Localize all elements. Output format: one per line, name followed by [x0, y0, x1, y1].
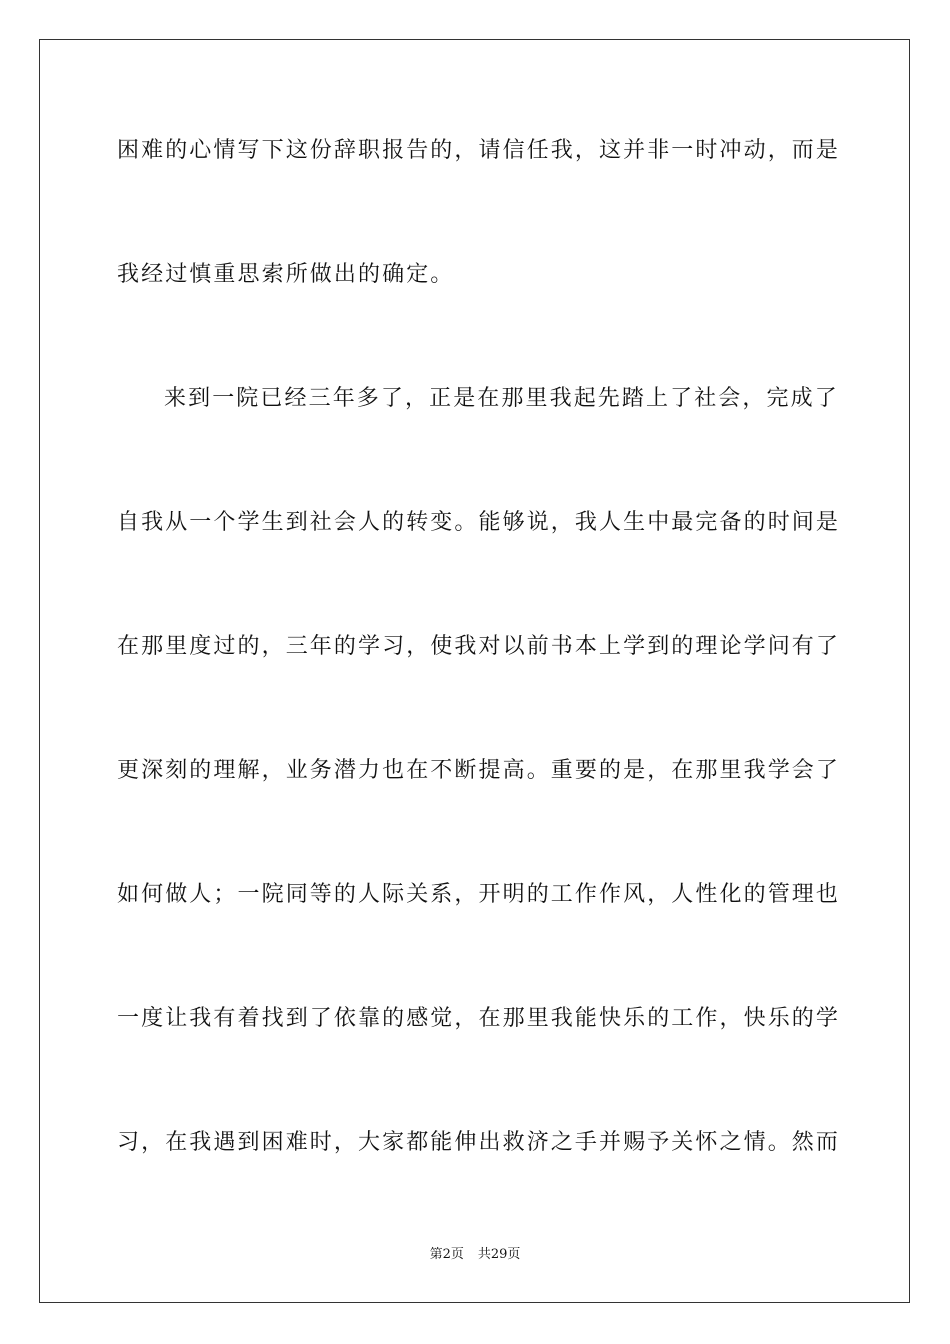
text-line: 我经过慎重思索所做出的确定。 [117, 262, 455, 287]
page-total: 共29页 [477, 1247, 521, 1262]
text-line: 在那里度过的，三年的学习，使我对以前书本上学到的理论学问有了 [117, 634, 841, 659]
page-border [39, 39, 910, 1303]
text-line: 更深刻的理解，业务潜力也在不断提高。重要的是，在那里我学会了 [117, 758, 841, 783]
text-line: 如何做人；一院同等的人际关系，开明的工作作风，人性化的管理也 [117, 882, 841, 907]
text-line: 一度让我有着找到了依靠的感觉，在那里我能快乐的工作，快乐的学 [117, 1006, 841, 1031]
paragraph-start-line: 来到一院已经三年多了，正是在那里我起先踏上了社会，完成了 [164, 386, 839, 411]
page-number: 第2页 [429, 1247, 464, 1262]
text-line: 困难的心情写下这份辞职报告的，请信任我，这并非一时冲动，而是 [117, 138, 841, 163]
text-line: 自我从一个学生到社会人的转变。能够说，我人生中最完备的时间是 [117, 510, 841, 535]
text-line: 习，在我遇到困难时，大家都能伸出救济之手并赐予关怀之情。然而 [117, 1130, 841, 1155]
page-footer [0, 1247, 950, 1263]
